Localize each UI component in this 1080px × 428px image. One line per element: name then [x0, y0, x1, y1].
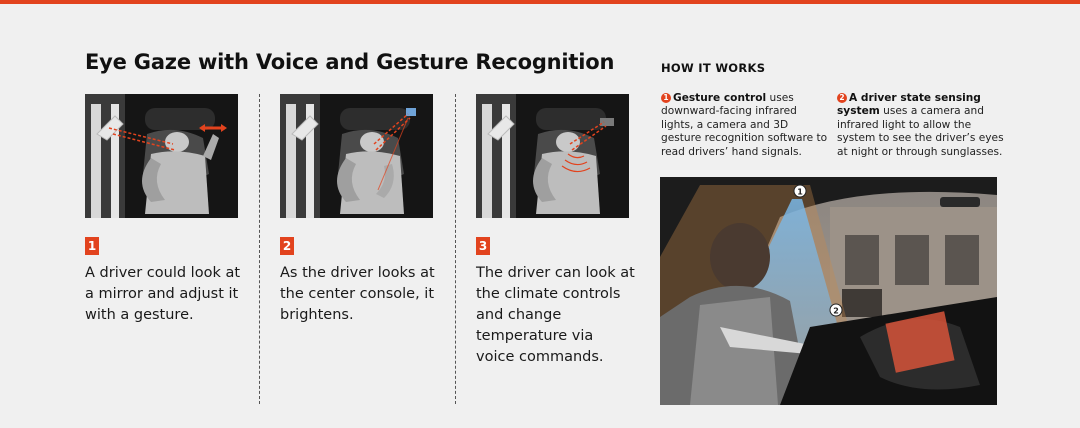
- step-1-illustration: [85, 94, 238, 218]
- marker-badge: 1: [661, 93, 671, 103]
- info-driver-sensing: [837, 92, 1009, 159]
- info-gesture-control: [661, 92, 831, 159]
- step-description: A driver could look at a mirror and adjust it with a gesture.: [85, 265, 241, 323]
- column-divider: [455, 94, 456, 404]
- step-number-badge: 3: [476, 237, 490, 255]
- step-number-badge: 2: [280, 237, 294, 255]
- how-it-works-heading: HOW IT WORKS: [661, 61, 766, 75]
- step-2-illustration: [280, 94, 433, 218]
- info-text: uses a camera and infrared light to allow the system to see the driver’s eyes at night or through sunglasses.: [837, 105, 1004, 158]
- step-description: As the driver looks at the center console, it brightens.: [280, 265, 435, 323]
- info-text: uses downward-facing infrared lights, a camera and 3D gesture recognition software to read drivers’ hand signals.: [661, 92, 828, 158]
- marker-badge: 2: [837, 93, 847, 103]
- step-number-badge: 1: [85, 237, 99, 255]
- step-2: [280, 94, 440, 323]
- top-accent-bar: [0, 0, 1080, 4]
- page-title: Eye Gaze with Voice and Gesture Recognition: [85, 50, 615, 74]
- car-interior-photo: [660, 177, 997, 405]
- info-bold: A driver state sensing system: [837, 92, 981, 118]
- step-1: [85, 94, 245, 323]
- step-3: [476, 94, 636, 365]
- step-3-illustration: [476, 94, 629, 218]
- column-divider: [259, 94, 260, 404]
- info-bold: Gesture control: [673, 92, 767, 104]
- photo-marker-1: 1: [797, 187, 803, 197]
- step-description: The driver can look at the climate controls and change temperature via voice commands.: [476, 265, 635, 365]
- photo-marker-2: 2: [833, 306, 839, 316]
